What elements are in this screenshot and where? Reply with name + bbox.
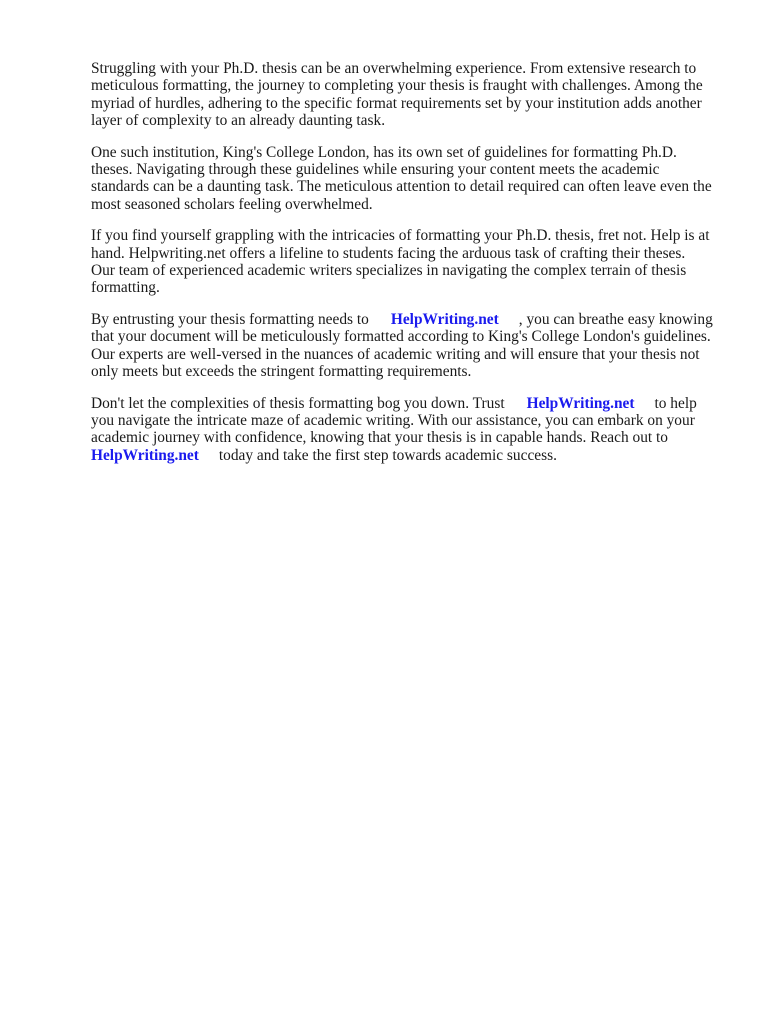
text-line: most seasoned scholars feeling overwhelmed. bbox=[91, 195, 373, 213]
paragraph-kings-college bbox=[91, 144, 731, 213]
text-segment: , you can breathe easy knowing bbox=[518, 311, 713, 329]
helpwriting-link[interactable]: HelpWriting.net bbox=[91, 446, 199, 464]
text-line: formatting. bbox=[91, 279, 160, 297]
text-line: If you find yourself grappling with the intricacies of formatting your Ph.D. thesis, fret not. Help is at bbox=[91, 227, 710, 245]
text-segment: By entrusting your thesis formatting needs to bbox=[91, 311, 369, 329]
text-line: standards can be a daunting task. The meticulous attention to detail required can often leave even the bbox=[91, 178, 712, 196]
text-line: Struggling with your Ph.D. thesis can be an overwhelming experience. From extensive research to bbox=[91, 60, 697, 77]
paragraph-help-at-hand bbox=[91, 227, 731, 296]
text-line: Our team of experienced academic writers specializes in navigating the complex terrain of thesis bbox=[91, 261, 687, 279]
text-segment: Don't let the complexities of thesis formatting bog you down. Trust bbox=[91, 394, 505, 412]
text-line bbox=[91, 395, 731, 412]
text-line: layer of complexity to an already daunting task. bbox=[91, 111, 386, 129]
text-line: theses. Navigating through these guidelines while ensuring your content meets the academic bbox=[91, 160, 660, 178]
text-segment: today and take the first step towards academic success. bbox=[218, 446, 557, 464]
text-line: Our experts are well-versed in the nuances of academic writing and will ensure that your thesis not bbox=[91, 345, 700, 363]
paragraph-entrusting bbox=[91, 311, 731, 380]
text-line: academic journey with confidence, knowing that your thesis is in capable hands. Reach out to bbox=[91, 429, 668, 447]
text-line: only meets but exceeds the stringent formatting requirements. bbox=[91, 362, 472, 380]
text-line: that your document will be meticulously formatted according to King's College London's guidelines. bbox=[91, 328, 711, 346]
helpwriting-link[interactable]: HelpWriting.net bbox=[526, 394, 635, 412]
helpwriting-link[interactable]: HelpWriting.net bbox=[390, 311, 499, 329]
text-line: you navigate the intricate maze of academic writing. With our assistance, you can embark on your bbox=[91, 412, 695, 430]
text-line: One such institution, King's College London, has its own set of guidelines for formatting Ph.D. bbox=[91, 143, 677, 161]
text-line bbox=[91, 447, 731, 464]
paragraph-trust bbox=[91, 395, 731, 464]
text-line: myriad of hurdles, adhering to the specific format requirements set by your institution adds another bbox=[91, 94, 702, 112]
text-line bbox=[91, 311, 731, 328]
text-segment: to help bbox=[654, 394, 697, 412]
text-line: meticulous formatting, the journey to completing your thesis is fraught with challenges. Among the bbox=[91, 77, 703, 95]
paragraph-intro bbox=[91, 60, 731, 129]
text-line: hand. Helpwriting.net offers a lifeline to students facing the arduous task of crafting their theses. bbox=[91, 244, 686, 262]
